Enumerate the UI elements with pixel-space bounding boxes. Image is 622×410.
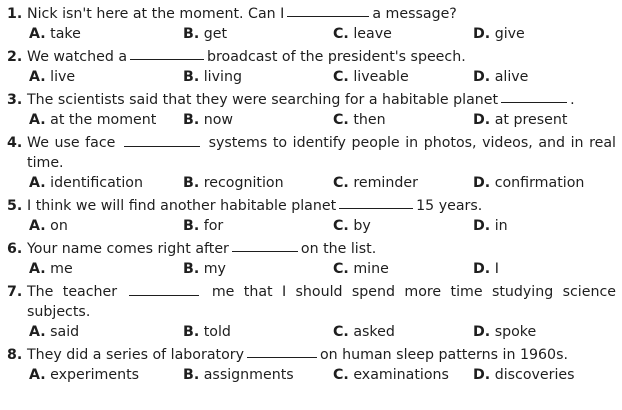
answer-blank[interactable] <box>339 196 413 209</box>
option-c[interactable]: C. by <box>333 218 371 234</box>
option-c[interactable]: C. mine <box>333 261 389 277</box>
question-stem <box>7 4 616 24</box>
stem-before-blank: Nick isn't here at the moment. Can I <box>27 6 285 22</box>
option-b[interactable]: B. assignments <box>183 367 294 383</box>
options-row <box>7 259 616 280</box>
stem-before-blank: Your name comes right after <box>27 241 229 257</box>
question-8 <box>7 345 616 386</box>
options-row <box>7 110 616 131</box>
option-d[interactable]: D. at present <box>473 112 568 128</box>
question-1 <box>7 4 616 45</box>
option-c[interactable]: C. then <box>333 112 386 128</box>
option-c[interactable]: C. examinations <box>333 367 449 383</box>
answer-blank[interactable] <box>501 90 567 103</box>
answer-blank[interactable] <box>247 345 317 358</box>
stem-before-blank: I think we will find another habitable planet <box>27 198 337 214</box>
option-b[interactable]: B. told <box>183 324 231 340</box>
option-a[interactable]: A. at the moment <box>29 112 157 128</box>
option-d[interactable]: D. give <box>473 26 525 42</box>
stem-after-blank: on human sleep patterns in 1960s. <box>320 347 568 363</box>
answer-blank[interactable] <box>232 239 298 252</box>
options-row <box>7 67 616 88</box>
option-d[interactable]: D. confirmation <box>473 175 585 191</box>
stem-after-blank: a message? <box>372 6 457 22</box>
options-row <box>7 216 616 237</box>
answer-blank[interactable] <box>130 47 204 60</box>
option-d[interactable]: D. alive <box>473 69 529 85</box>
option-a[interactable]: A. experiments <box>29 367 140 383</box>
options-row <box>7 322 616 343</box>
option-a[interactable]: A. take <box>29 26 81 42</box>
stem-before-blank: We watched a <box>27 49 128 65</box>
question-stem <box>7 133 616 173</box>
option-c[interactable]: C. leave <box>333 26 392 42</box>
option-b[interactable]: B. now <box>183 112 234 128</box>
option-c[interactable]: C. reminder <box>333 175 418 191</box>
option-b[interactable]: B. get <box>183 26 228 42</box>
stem-before-blank: The teacher <box>27 284 118 300</box>
answer-blank[interactable] <box>124 134 200 147</box>
option-c[interactable]: C. asked <box>333 324 395 340</box>
option-d[interactable]: D. discoveries <box>473 367 575 383</box>
question-number: 3. <box>7 92 23 108</box>
stem-before-blank: We use face <box>27 135 116 151</box>
option-a[interactable]: A. identification <box>29 175 143 191</box>
question-7 <box>7 282 616 343</box>
option-b[interactable]: B. my <box>183 261 226 277</box>
question-stem <box>7 196 616 216</box>
question-stem <box>7 90 616 110</box>
question-2 <box>7 47 616 88</box>
option-b[interactable]: B. recognition <box>183 175 284 191</box>
option-d[interactable]: D. in <box>473 218 508 234</box>
stem-after-blank: systems to identify people in photos, videos, and in real time. <box>27 135 616 171</box>
question-number: 7. <box>7 284 23 300</box>
options-row <box>7 365 616 386</box>
question-stem <box>7 47 616 67</box>
stem-after-blank: . <box>570 92 575 108</box>
question-number: 8. <box>7 347 23 363</box>
options-row <box>7 173 616 194</box>
stem-after-blank: on the list. <box>300 241 377 257</box>
question-stem <box>7 239 616 259</box>
question-6 <box>7 239 616 280</box>
question-number: 5. <box>7 198 23 214</box>
options-row <box>7 24 616 45</box>
option-b[interactable]: B. living <box>183 69 242 85</box>
question-4 <box>7 133 616 194</box>
option-a[interactable]: A. me <box>29 261 73 277</box>
option-b[interactable]: B. for <box>183 218 224 234</box>
question-5 <box>7 196 616 237</box>
stem-before-blank: The scientists said that they were searching for a habitable planet <box>27 92 499 108</box>
option-d[interactable]: D. I <box>473 261 499 277</box>
option-a[interactable]: A. live <box>29 69 76 85</box>
stem-after-blank: me that I should spend more time studying science subjects. <box>27 284 616 320</box>
question-3 <box>7 90 616 131</box>
answer-blank[interactable] <box>287 4 369 17</box>
question-number: 6. <box>7 241 23 257</box>
option-a[interactable]: A. on <box>29 218 68 234</box>
option-c[interactable]: C. liveable <box>333 69 409 85</box>
question-stem <box>7 282 616 322</box>
stem-after-blank: broadcast of the president's speech. <box>207 49 466 65</box>
question-number: 2. <box>7 49 23 65</box>
question-stem <box>7 345 616 365</box>
stem-after-blank: 15 years. <box>416 198 483 214</box>
option-a[interactable]: A. said <box>29 324 80 340</box>
option-d[interactable]: D. spoke <box>473 324 537 340</box>
question-number: 1. <box>7 6 23 22</box>
stem-before-blank: They did a series of laboratory <box>27 347 244 363</box>
answer-blank[interactable] <box>129 283 199 296</box>
question-number: 4. <box>7 135 23 151</box>
